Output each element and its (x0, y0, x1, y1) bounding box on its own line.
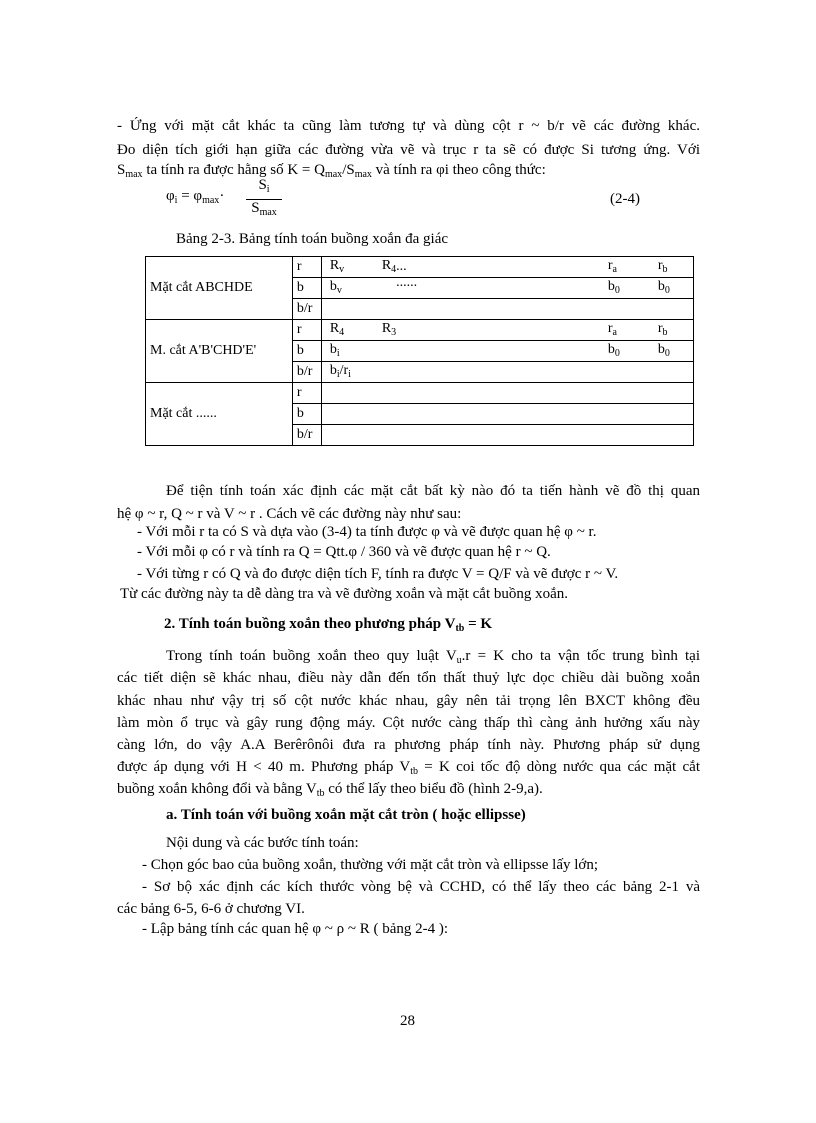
table-row: b/r (146, 425, 694, 446)
paragraph-line: được áp dụng với H < 40 m. Phương pháp $V_{tb} = K$ coi tốc độ dòng nước qua các mặt cắt (117, 759, 700, 777)
subsection-heading: a. Tính toán với buồng xoắn mặt cắt tròn ( hoặc ellipsse) (166, 807, 526, 823)
section-label: M. cắt A'B'CHD'E' (146, 320, 293, 383)
paragraph-line: - Ứng với mặt cắt khác ta cũng làm tương tự và dùng cột r ~ b/r vẽ các đường khác. (117, 118, 700, 134)
section-label: Mặt cắt ABCHDE (146, 257, 293, 320)
table-row: Mặt cắt ABCHDE r $R_v$ $R_4$ ... ...... $r_a$ $r_b$ (146, 257, 694, 278)
table-row: M. cắt A'B'CHD'E' r $R_4$ $R_3$ $r_a$ $r_b$ (146, 320, 694, 341)
paragraph-line: Trong tính toán buồng xoắn theo quy luật $V_u.r = K$ cho ta vận tốc trung bình tại (166, 648, 701, 666)
equation-number: (2-4) (610, 191, 640, 207)
list-item: - Chọn góc bao của buồng xoắn, thường với mặt cắt tròn và ellipsse lấy lớn; (142, 857, 598, 873)
page-number: 28 (400, 1013, 415, 1029)
list-item: - Với mỗi r ta có S và dựa vào (3-4) ta tính được φ và vẽ được quan hệ φ ~ r. (137, 524, 597, 540)
paragraph-line: Từ các đường này ta dễ dàng tra và vẽ đường xoắn và mặt cắt buồng xoắn. (120, 586, 569, 602)
table-row: b/r $b_i/r_i$ (146, 362, 694, 383)
list-item: - Sơ bộ xác định các kích thước vòng bệ và CCHD, có thể lấy theo các bảng 2-1 và (142, 879, 700, 895)
list-item: - Với mỗi φ có r và tính ra Q = Qtt.φ / 360 và vẽ được quan hệ r ~ Q. (137, 544, 551, 560)
paragraph-line: hệ φ ~ r, Q ~ r và V ~ r . Cách vẽ các đường này như sau: (117, 506, 462, 522)
table-caption: Bảng 2-3. Bảng tính toán buồng xoắn đa giác (176, 231, 449, 247)
paragraph-line: càng lớn, do vậy A.A Berêrônôi đưa ra phương pháp tính này. Phương pháp sử dụng (117, 737, 700, 753)
paragraph-line: Để tiện tính toán xác định các mặt cắt bất kỳ nào đó ta tiến hành vẽ đồ thị quan (166, 483, 700, 499)
data-table (145, 256, 694, 446)
section-heading: 2. Tính toán buồng xoắn theo phương pháp $V_{tb} = K$ (164, 616, 493, 634)
paragraph-line: các bảng 6-5, 6-6 ở chương VI. (117, 901, 305, 917)
fraction-denominator: $S_{max}$ (251, 200, 277, 218)
table-row: Mặt cắt ...... r (146, 383, 694, 404)
paragraph-line: Nội dung và các bước tính toán: (166, 835, 359, 851)
table-row: b $b_i$ $b_0$ $b_0$ (146, 341, 694, 362)
paragraph-line: buồng xoắn không đổi và bằng $V_{tb}$ có thể lấy theo biểu đồ (hình 2-9,a). (117, 781, 543, 799)
table-row: b $b_v$ $b_0$ $b_0$ (146, 278, 694, 299)
fraction-numerator: $S_i$ (258, 177, 270, 195)
paragraph-line: khác nhau như vậy trị số cột nước khác nhau, gây nên tải trọng lên BXCT không đều (117, 693, 700, 709)
paragraph-line: Đo diện tích giới hạn giữa các đường vừa vẽ và trục r ta sẽ có được Si tương ứng. Với (117, 142, 700, 158)
table-row: b/r (146, 299, 694, 320)
paragraph-line: $S_{max}$ ta tính ra được hằng số $K = Q_{max}/S_{max}$ và tính ra φi theo công thức: (117, 162, 546, 180)
section-label: Mặt cắt ...... (146, 383, 293, 446)
formula-lhs: $\varphi_i = \varphi_{max}\cdot$ (166, 188, 225, 206)
paragraph-line: làm mòn ổ trục và gây rung động máy. Cột nước càng thấp thì càng ảnh hưởng xấu này (117, 715, 700, 731)
list-item: - Lập bảng tính các quan hệ φ ~ ρ ~ R ( bảng 2-4 ): (142, 921, 449, 937)
list-item: - Với từng r có Q và đo được diện tích F, tính ra được V = Q/F và vẽ được r ~ V. (137, 566, 619, 582)
paragraph-line: các tiết diện sẽ khác nhau, điều này dẫn đến tổn thất thuỷ lực dọc chiều dài buồng xoắn (117, 670, 700, 686)
table-row: b (146, 404, 694, 425)
